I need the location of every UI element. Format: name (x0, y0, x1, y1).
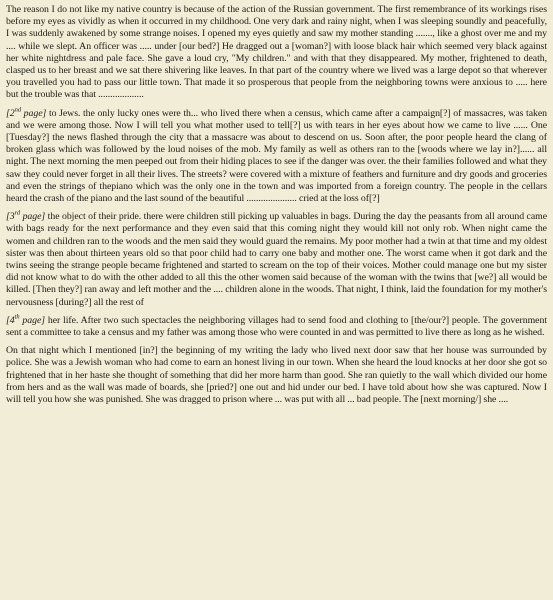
paragraph-4-text: her life. After two such spectacles the neighboring villages had to send food and clothing to [the/our?] people. The government sent a committee to take a census and my father was among those who were counted in and was permitted to live there as long as he wished. (6, 314, 547, 339)
paragraph-1 (6, 4, 547, 102)
paragraph-5-text: On that night which I mentioned [in?] the beginning of my writing the lady who lived next door saw that her house was surrounded by police. She was a Jewish woman who had come to earn an honest living in our town. When she heard the loud knocks at her door she got so frightened that in her haste she thought of something that did her more harm than good. She ran quietly to the wall which divided our home from hers and as the wall was made of boards, she [pried?] one out and hid under our bed. I have told about how she was captured. Now I will tell you how she was punished. She was dragged to prison where ... was put with all ... bad people. The [next morning/] she .... (6, 345, 547, 406)
paragraph-5 (6, 345, 547, 406)
paragraph-3-text: the object of their pride. there were children still picking up valuables in bags. During the day the peasants from all around came with bags ready for the next performance and they even said that this coming night they would kill not only rob. When night came the women and children ran to the woods and the men said they would guard the remains. My poor mother had a twin at that time and my oldest sister was then about thirteen years old so that poor child had to carry one baby and mother one. The worst came when it got dark and the twins seeing the strange people became frightened and started to scream on the top of their voices. Mother could manage one but my sister did not know what to do with the other added to all this the other women said because of the woman with the twins that [we?] all would be killed. [Then they?] ran away and left mother and the .... children alone in the woods. That night, I think, laid the foundation for my mother's nervousness [during?] all the rest of (6, 211, 547, 308)
page-marker-4: [4th page] (6, 313, 46, 326)
paragraph-4 (6, 315, 547, 339)
page-marker-2: [2nd page] (6, 106, 47, 119)
paragraph-2 (6, 108, 547, 206)
paragraph-3 (6, 211, 547, 309)
paragraph-2-text: to Jews. the only lucky ones were th... who lived there when a census, which came after a campaign[?] of massacres, was taken and we were among those. Now I will tell you what mother used to tell[?] us with tears in her eyes about how we came to live ...... One [Tuesday?] the news flashed through the city that a massacre was about to descend on us. Soon after, the poor people heard the clang of broken glass which was followed by the loud noises of the mob. My family as well as others ran to the [woods where we lay in?]...... all night. The next morning the men peeped out from their hiding places to see if the danger was over. the their families followed and what they saw they could never forget in all their lives. The streets? were covered with a mixture of feathers and furniture and dry goods and groceries and even the strings of thepiano which was the only one in the town and was imported from a foreign country. The people in the cellars heard the crash of the piano and the last sound of the beautiful ..................... cried at the loss of[?] (6, 107, 547, 205)
paragraph-1-text: The reason I do not like my native country is because of the action of the Russian government. The first remembrance of its workings rises before my eyes as vividly as when it occurred in my childhood. One very dark and rainy night, when I was sleeping soundly and peacefully, I was suddenly awakened by some strange noises. I opened my eyes quietly and saw my mother standing ......., like a ghost over me and my .... while we slept. An officer was ..... under [our bed?] He dragged out a [woman?] with loose black hair which seemed very black against her white nightdress and pale face. She gave a loud cry, "My children." and with that they disappeared. My mother, frightened to death, clasped us to her breast and we sat there shivering like leaves. In that part of the country where we lived was a large depot so that wherever you travelled you had to pass our little town. That made it so prosperous that people from the neighboring towns were anxious to ..... here but the trouble was that ................... (6, 4, 547, 101)
page-marker-3: [3rd page] (6, 209, 46, 223)
